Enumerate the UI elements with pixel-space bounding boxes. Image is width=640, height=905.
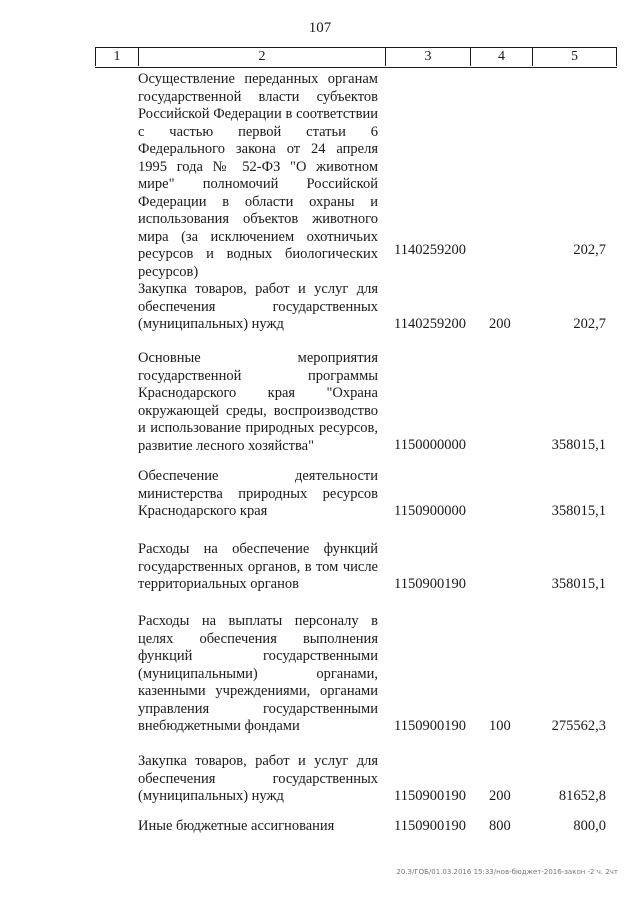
header-col-4: 4 [470,47,532,66]
row-amount: 358015,1 [551,576,606,592]
row-amount: 800,0 [573,818,606,834]
row-code: 1140259200 [394,242,466,258]
row-description: Иные бюджетные ассигнования [138,818,335,834]
row-amount: 358015,1 [551,503,606,519]
row-vr: 200 [489,316,511,332]
row-description: Закупка товаров, работ и услуг для обеспечения государственных (муниципальных) нужд [138,281,378,332]
row-description: Расходы на выплаты персоналу в целях обеспечения выполнения функций государственными (муниципальными) органами, казенными учреждениями, органами управления государственными внебюджетными фондами [138,613,378,734]
row-amount: 358015,1 [551,437,606,453]
row-description: Закупка товаров, работ и услуг для обеспечения государственных (муниципальных) нужд [138,753,378,804]
row-code: 1150900190 [394,576,466,592]
row-description: Осуществление переданных органам государственной власти субъектов Российской Федерации в соответствии с частью первой статьи 6 Федерального закона от 24 апреля 1995 года № 52-ФЗ "О животном мире" полномочий Российской Федерации в области охраны и использования объектов животного мира (за исключением охотничьих ресурсов и водных биологических ресурсов) [138,71,378,280]
row-vr: 100 [489,718,511,734]
row-vr: 200 [489,788,511,804]
row-code: 1150900190 [394,788,466,804]
header-col-5: 5 [532,47,617,66]
header-col-2: 2 [138,47,385,66]
page-number: 107 [308,20,332,36]
header-col-3: 3 [385,47,470,66]
row-code: 1150900190 [394,718,466,734]
table-header [95,47,617,68]
row-vr: 800 [489,818,511,834]
row-amount: 275562,3 [551,718,606,734]
row-description: Обеспечение деятельности министерства природных ресурсов Краснодарского края [138,468,378,519]
row-description: Расходы на обеспечение функций государственных органов, в том числе территориальных органов [138,541,378,592]
header-col-1: 1 [95,47,138,66]
row-amount: 202,7 [573,316,606,332]
row-amount: 81652,8 [558,788,606,804]
row-code: 1150900190 [394,818,466,834]
row-code: 1150900000 [394,503,466,519]
footer-file-stamp: 20.3/ГОБ/01.03.2016 15:33/нов-бюджет-2016-закон -2 ч. 2чт [396,868,618,876]
row-code: 1140259200 [394,316,466,332]
row-amount: 202,7 [573,242,606,258]
row-code: 1150000000 [394,437,466,453]
row-description: Основные мероприятия государственной программы Краснодарского края "Охрана окружающей среды, воспроизводство и использование природных ресурсов, развитие лесного хозяйства" [138,350,378,454]
